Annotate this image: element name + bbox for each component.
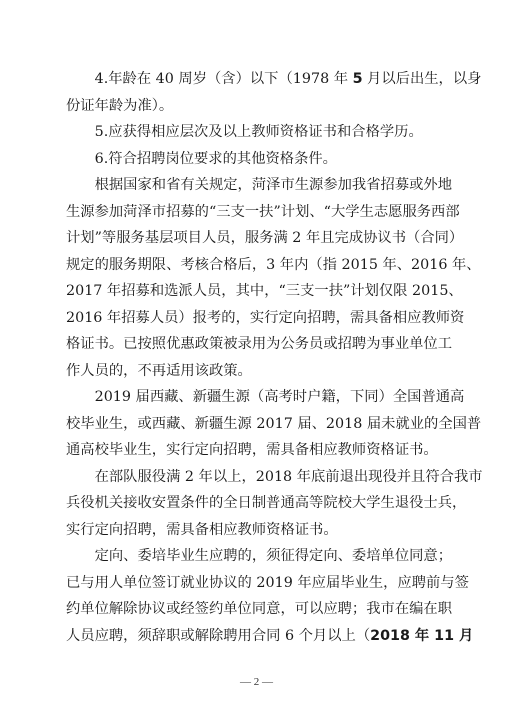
text-segment: 份证年龄为准）。 — [66, 97, 174, 114]
text-line — [66, 252, 481, 279]
text-segment: 规定的服务期限、考核合格后，3 年内（指 2015 年、2016 年、 — [66, 256, 481, 273]
text-segment: 格证书。已按照优惠政策被录用为公务员或招聘为事业单位工 — [66, 336, 453, 352]
text-line — [66, 437, 450, 464]
text-line — [66, 623, 474, 650]
text-line — [66, 411, 482, 438]
text-segment: 2016 年招募人员）报考的，实行定向招聘，需具备相应教师资 — [66, 309, 465, 326]
text-segment: 人员应聘，须辞职或解除聘用合同 6 个月以上（ — [66, 627, 371, 644]
text-segment: 计划”等服务基层项目人员，服务满 2 年且完成协议书（合同） — [66, 230, 464, 246]
paragraph-policy-three-support — [66, 172, 481, 384]
bold-text-segment: 5 — [352, 71, 363, 87]
text-segment: 通高校毕业生，实行定向招聘，需具备相应教师资格证书。 — [66, 442, 438, 458]
text-segment: 约单位解除协议或经签约单位同意，可以应聘；我市在编在职 — [66, 601, 453, 617]
text-line — [66, 199, 460, 226]
paragraph-policy-veterans — [66, 464, 483, 544]
text-line — [66, 146, 450, 173]
text-segment: 实行定向招聘，需具备相应教师资格证书。 — [66, 521, 338, 538]
text-segment: 2017 年招募和选派人员，其中，“三支一扶”计划仅限 2015、 — [66, 283, 463, 299]
text-line — [66, 490, 467, 517]
text-line — [66, 119, 450, 146]
text-segment: 4.年龄在 40 周岁（含）以下（1978 年 — [94, 71, 353, 87]
text-line — [66, 66, 482, 93]
document-body — [66, 66, 483, 649]
text-line — [66, 172, 453, 199]
text-line — [66, 305, 465, 332]
text-line — [66, 225, 464, 252]
text-segment: 兵役机关接收安置条件的全日制普通高等院校大学生退役士兵， — [66, 495, 467, 511]
text-segment: 已与用人单位签订就业协议的 2019 年应届毕业生，应聘前与签 — [66, 574, 469, 591]
paragraph-item6 — [66, 146, 450, 173]
bold-text-segment: 2018 年 11 月 — [370, 627, 474, 644]
text-segment: 定向、委培毕业生应聘的，须征得定向、委培单位同意； — [94, 548, 453, 564]
text-line — [66, 358, 450, 385]
text-segment: 生源参加菏泽市招募的“三支一扶”计划、“大学生志愿服务西部 — [66, 203, 460, 220]
text-segment: 5.应获得相应层次及以上教师资格证书和合格学历。 — [94, 124, 423, 140]
text-segment: 2019 届西藏、新疆生源（高考时户籍，下同）全国普通高 — [94, 389, 465, 405]
text-segment: 作人员的，不再适用该政策。 — [66, 362, 252, 379]
text-line — [66, 331, 453, 358]
paragraph-item4 — [66, 66, 482, 119]
text-line — [66, 278, 463, 305]
text-segment: 在部队服役满 2 年以上，2018 年底前退出现役并且符合我市 — [94, 468, 483, 485]
text-line — [66, 93, 450, 120]
text-segment: 校毕业生，或西藏、新疆生源 2017 届、2018 届未就业的全国普 — [66, 415, 482, 432]
paragraph-policy-tibet-xinjiang — [66, 384, 482, 464]
paragraph-item5 — [66, 119, 450, 146]
text-segment: 月以后出生，以身 — [362, 71, 482, 87]
text-line — [66, 464, 483, 491]
page-number: — 2 — — [240, 676, 273, 688]
text-line — [66, 543, 453, 570]
text-line — [66, 384, 465, 411]
paragraph-policy-directed-training — [66, 543, 474, 649]
text-line — [66, 570, 469, 597]
text-segment: 根据国家和省有关规定，菏泽市生源参加我省招募或外地 — [94, 177, 453, 193]
text-segment: 6.符合招聘岗位要求的其他资格条件。 — [94, 150, 337, 167]
text-line — [66, 596, 453, 623]
text-line — [66, 517, 450, 544]
